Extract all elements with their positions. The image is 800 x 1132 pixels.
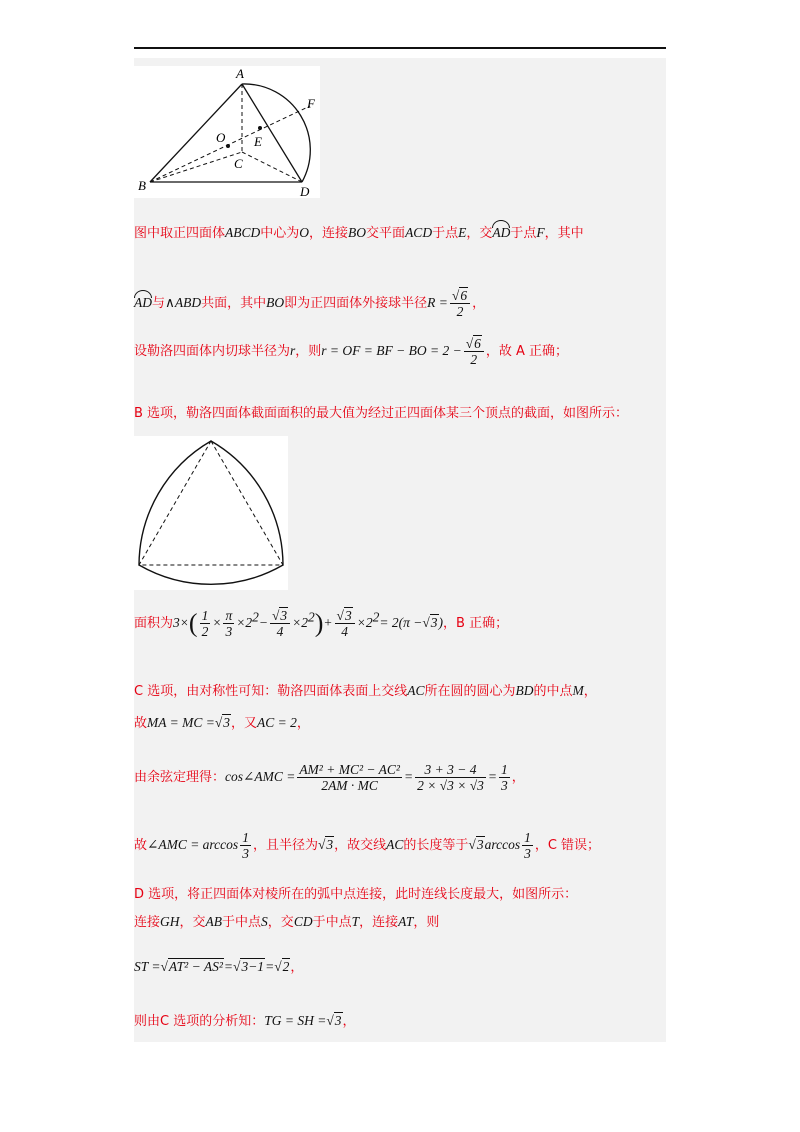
para-area: 面积为3×( $\frac{1}{2}$ × $\frac{\pi}{3}$ $\times 2^2-$ $\frac{√3}{4}$ $\times 2^2)+$ $\frac{√3}{4}$ $\times 2^2= 2(\pi -√3)$，B 正确；	[134, 608, 509, 639]
label-o: O	[216, 130, 226, 145]
tetrahedron-figure	[134, 66, 320, 198]
para-circumradius: AD与∧ABD共面，其中BO即为正四面体外接球半径R = $\frac{√6}{2}$ ，	[134, 288, 486, 319]
label-e: E	[254, 134, 262, 149]
para-option-c: C 选项，由对称性可知：勒洛四面体表面上交线AC所在圆的圆心为BD的中点M，	[134, 683, 597, 699]
para-tg-sh: 则由C 选项的分析知：TG = SH =√3，	[134, 1013, 356, 1029]
para-inradius: 设勒洛四面体内切球半径为r，则r = OF = BF − BO = 2 − $\frac{√6}{2}$ ，故 A 正确；	[134, 336, 569, 367]
label-d: D	[300, 184, 310, 198]
label-f: F	[307, 96, 315, 111]
header-rule	[134, 47, 666, 49]
reuleaux-triangle-diagram	[134, 436, 288, 590]
reuleaux-triangle-figure	[134, 436, 288, 590]
label-c: C	[234, 156, 243, 171]
para-center-o: 图中取正四面体ABCD中心为O，连接BO交平面ACD于点E，交AD于点F，其中	[134, 225, 584, 241]
para-option-b: B 选项，勒洛四面体截面面积的最大值为经过正四面体某三个顶点的截面，如图所示：	[134, 406, 629, 421]
para-arc-length: 故∠AMC = arccos $\frac{1}{3}$ ，且半径为√3，故交线AC的长度等于√3arccos $\frac{1}{3}$ ，C 错误；	[134, 830, 601, 861]
para-option-d: D 选项，将正四面体对棱所在的弧中点连接，此时连线长度最大，如图所示：	[134, 887, 578, 902]
para-st-length: ST =√AT² − AS²=√3−1=√2，	[134, 959, 304, 975]
para-ma-mc: 故MA = MC =√3，又AC = 2，	[134, 715, 310, 731]
tetrahedron-diagram	[134, 66, 320, 198]
label-b: B	[138, 178, 146, 193]
para-cosine-law: 由余弦定理得：cos∠AMC = $\frac{\text{AM² + MC² − AC²}}{2AM \cdot MC}$ = $\frac{3 + 3 - 4}{2 \times √3 \times √3}$ = $\frac{1}{3}$ ，	[134, 762, 525, 793]
label-a: A	[236, 66, 244, 81]
para-connect-gh: 连接GH，交AB于中点S，交CD于中点T，连接AT，则	[134, 914, 440, 930]
